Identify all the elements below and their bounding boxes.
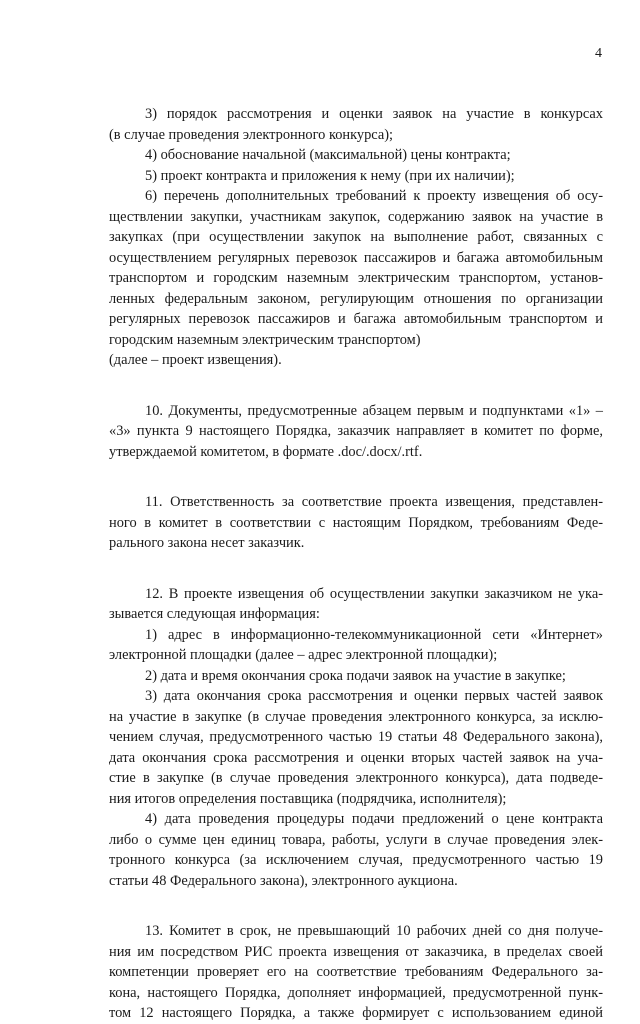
paragraph-gap	[109, 554, 603, 584]
text-line: 13. Комитет в срок, не превышающий 10 рабочих дней со дня получе-	[145, 923, 603, 939]
paragraph-gap	[109, 371, 603, 401]
text-line: 12. В проекте извещения об осуществлении закупки заказчиком не ука-	[145, 585, 603, 602]
text-line: тронного конкурса (за исключением случая, предусмотренного частью 19	[109, 852, 603, 868]
text-line: 1) адрес в информационно-телекоммуникационной сети «Интернет»	[145, 626, 603, 643]
text-line: «3» пункта 9 настоящего Порядка, заказчик направляет в комитет по форме,	[109, 423, 603, 439]
text-line: либо о сумме цен единиц товара, работы, услуги в случае проведения элек-	[109, 831, 603, 848]
text-line: ществлении закупки, участникам закупок, содержанию заявок на участие в	[109, 208, 603, 225]
text-line: стие в закупке (в случае проведения электронного конкурса), дата подведе-	[109, 770, 603, 786]
text-line: 2) дата и время окончания срока подачи заявок на участие в закупке;	[145, 667, 566, 684]
text-line: 6) перечень дополнительных требований к проекту извещения об осу-	[145, 188, 603, 204]
paragraph-block	[109, 401, 603, 463]
text-line: 10. Документы, предусмотренные абзацем первым и подпунктами «1» –	[145, 402, 603, 419]
text-line: утверждаемой комитетом, в формате .doc/.docx/.rtf.	[109, 443, 423, 460]
paragraph-gap	[109, 891, 603, 921]
text-line: чением случая, предусмотренного частью 19 статьи 48 Федерального закона),	[109, 729, 603, 745]
text-line: 5) проект контракта и приложения к нему (при их наличии);	[145, 167, 515, 184]
text-line: том 12 настоящего Порядка, а также формирует с использованием единой	[109, 1005, 603, 1021]
paragraph-block	[109, 104, 603, 371]
text-line: зывается следующая информация:	[109, 606, 320, 622]
paragraph-block	[109, 492, 603, 554]
text-line: регулярных перевозок пассажиров и багажа автомобильным транспортом и	[109, 311, 603, 327]
text-line: ного в комитет в соответствии с настоящим Порядком, требованиям Феде-	[109, 514, 603, 531]
paragraph-block	[109, 584, 603, 892]
text-line: электронной площадки (далее – адрес электронной площадки);	[109, 647, 498, 663]
paragraph-gap	[109, 462, 603, 492]
text-line: ния итогов определения поставщика (подрядчика, исполнителя);	[109, 790, 507, 807]
text-line: транспортом и городским наземным электрическим транспортом, установ-	[109, 270, 603, 286]
text-line: закупках (при осуществлении закупок на выполнение работ, связанных с	[109, 229, 603, 245]
text-line: 11. Ответственность за соответствие проекта извещения, представлен-	[145, 494, 603, 510]
text-line: (в случае проведения электронного конкурса);	[109, 126, 394, 143]
text-line: осуществлением регулярных перевозок пассажиров и багажа автомобильным	[109, 249, 603, 266]
text-line: кона, настоящего Порядка, дополняет информацией, предусмотренной пунк-	[109, 984, 603, 1001]
text-line: ленных федеральным законом, регулирующим отношения по организации	[109, 290, 603, 307]
text-line: на участие в закупке (в случае проведения электронного конкурса, за исклю-	[109, 708, 603, 725]
text-line: ния им посредством РИС проекта извещения от заказчика, в пределах своей	[109, 943, 603, 960]
text-line: 3) порядок рассмотрения и оценки заявок на участие в конкурсах	[145, 106, 603, 122]
page-number: 4	[595, 46, 602, 61]
paragraph-block	[109, 921, 603, 1024]
text-line: дата окончания срока рассмотрения и оценки вторых частей заявок на уча-	[109, 749, 603, 766]
text-line: 3) дата окончания срока рассмотрения и оценки первых частей заявок	[145, 688, 603, 704]
text-line: 4) дата проведения процедуры подачи предложений о цене контракта	[145, 811, 603, 827]
text-line: статьи 48 Федерального закона), электронного аукциона.	[109, 872, 458, 889]
text-line: (далее – проект извещения).	[109, 352, 282, 368]
text-line: городским наземным электрическим транспортом)	[109, 331, 421, 348]
document-body	[109, 104, 603, 1024]
text-line: рального закона несет заказчик.	[109, 535, 305, 551]
text-line: 4) обоснование начальной (максимальной) цены контракта;	[145, 147, 511, 163]
text-line: компетенции проверяет его на соответствие требованиям Федерального за-	[109, 964, 603, 980]
